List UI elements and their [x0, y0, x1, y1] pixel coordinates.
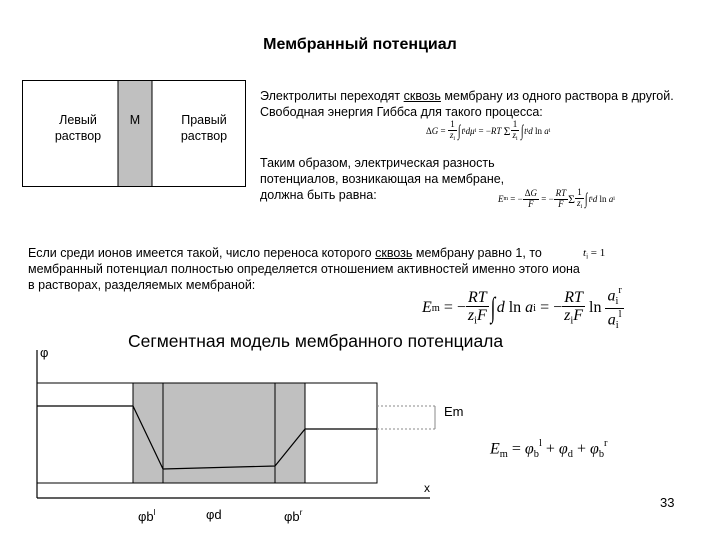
em-sum-formula: $E_m = \varphi_b^l + \varphi_d + \varphi_b^r$ [490, 438, 608, 460]
para1-text-end: мембрану из одного раствора в другой. Свободная энергия Гиббса для такого процесса: [260, 89, 674, 119]
gibbs-formula: Δ G = $\frac{1}{z_i}$ ∫ t i dμ i = − RT Σ $\frac{1}{z_i}$ ∫ t i d ln a i [426, 118, 551, 142]
phi-b-right-label [284, 507, 302, 524]
paragraph-potential-difference: Таким образом, электрическая разность потенциалов, возникающая на мембране, должна быть равна: [260, 156, 505, 202]
right-solution-label: Правый раствор [180, 113, 228, 143]
para3-text-end: мембрану равно 1, [412, 246, 526, 260]
paragraph-gibbs [260, 88, 685, 120]
page-number: 33 [660, 495, 675, 510]
em-label: Em [444, 404, 464, 419]
para1-underlined: сквозь [403, 89, 441, 103]
left-solution-label: Левый раствор [54, 113, 102, 143]
para3-rest: то мембранный потенциал полностью определяется отношением активностей именно этого иона в растворах, разделяемых мембраной: [28, 246, 580, 292]
phi-d-label: φd [206, 507, 222, 522]
em-formula-specific: E m = − $\frac{RT}{z_iF}$ ∫ d ln a i = − $\frac{RT}{z_iF}$ ln $\frac{a_i^r}{a_i^l}$ [422, 285, 622, 331]
para1-text: Электролиты переходят [260, 89, 404, 103]
y-axis-label: φ [40, 345, 49, 360]
phi-b-left-label [138, 507, 156, 524]
para3-underlined: сквозь [375, 246, 413, 260]
membrane-label: M [129, 113, 141, 127]
x-axis-label: x [424, 481, 430, 495]
phi-b-left-sup: l [153, 507, 156, 517]
em-formula-general: E m = − $\frac{\Delta G}{F}$ = − $\frac{RT}{F}$ Σ $\frac{1}{z_i}$ ∫ t i d ln a i [498, 186, 615, 210]
phi-b-right-sup: r [299, 507, 303, 517]
page-title: Мембранный потенциал [263, 36, 457, 53]
ti-equals-one: $t_i = 1$ [583, 247, 606, 261]
segment-model-title: Сегментная модель мембранного потенциала [128, 331, 504, 351]
phi-b-left-text: φb [138, 508, 154, 524]
phi-b-right-text: φb [284, 508, 300, 524]
segment-model-graph [25, 342, 445, 507]
para3-text: Если среди ионов имеется такой, число переноса которого [28, 246, 376, 260]
